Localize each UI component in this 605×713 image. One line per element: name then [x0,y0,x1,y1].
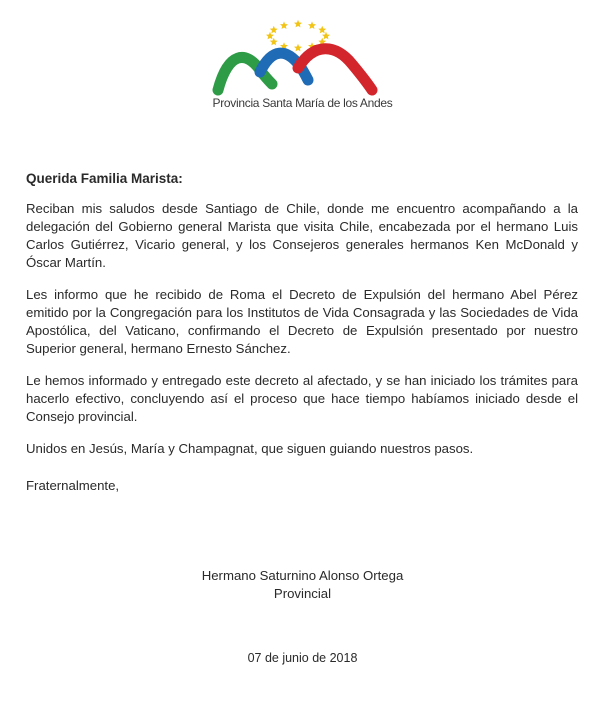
star-icon [270,26,278,34]
signature-title: Provincial [273,586,332,601]
paragraph: Le hemos informado y entregado este decreto al afectado, y se han iniciado los trámites para hacerlo efectivo, concluyendo así el proceso que hace tiempo habíamos iniciado desde el Consejo provincial. [26,373,578,424]
letter-body [26,171,578,493]
letter-date: 07 de junio de 2018 [247,651,358,665]
star-icon [294,44,302,52]
star-icon [308,21,316,29]
paragraph: Reciban mis saludos desde Santiago de Chile, donde me encuentro acompañando a la delegación del Gobierno general Marista que visita Chile, encabezada por el hermano Luis Carlos Gutiérrez, Vicario general, y los Consejeros generales hermanos Ken McDonald y Óscar Martín. [26,201,578,270]
marist-logo-icon [212,14,392,96]
paragraph: Unidos en Jesús, María y Champagnat, que siguen guiando nuestros pasos. [26,441,474,456]
star-icon [322,32,330,40]
star-icon [266,32,274,40]
star-icon [318,26,326,34]
logo [0,0,605,120]
signature-name: Hermano Saturnino Alonso Ortega [201,568,404,583]
star-icon [280,21,288,29]
org-name: Provincia Santa María de los Andes [212,96,393,110]
star-icon [294,20,302,28]
star-icon [270,38,278,46]
greeting: Querida Familia Marista: [26,171,183,186]
paragraph: Les informo que he recibido de Roma el Decreto de Expulsión del hermano Abel Pérez emitido por la Congregación para los Institutos de Vida Consagrada y las Sociedades de Vida Apostólica, del Vaticano, confirmando el Decreto de Expulsión presentado por nuestro Superior general, hermano Ernesto Sánchez. [26,287,578,356]
closing: Fraternalmente, [26,478,120,493]
